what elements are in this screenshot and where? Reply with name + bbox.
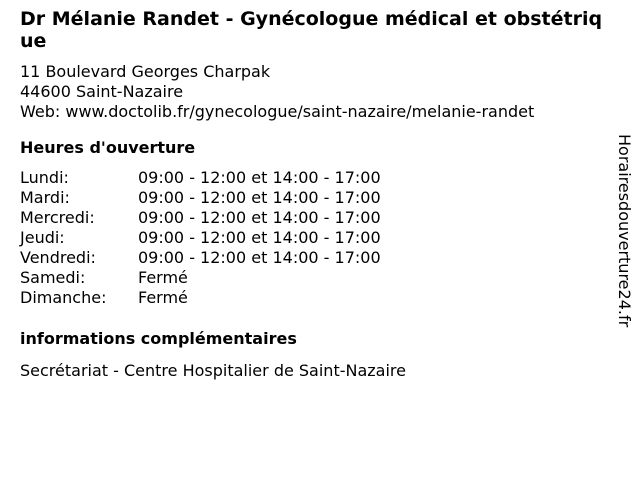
brand-watermark: Horairesdouverture24.fr xyxy=(615,134,634,328)
day-label: Mardi: xyxy=(20,188,70,207)
hours-row-saturday xyxy=(20,268,612,288)
address-block xyxy=(20,62,612,122)
day-hours: 09:00 - 12:00 et 14:00 - 17:00 xyxy=(138,248,381,267)
info-heading: informations complémentaires xyxy=(20,329,297,348)
postal-city: 44600 Saint-Nazaire xyxy=(20,82,184,101)
hours-row-tuesday xyxy=(20,188,612,208)
day-label: Dimanche: xyxy=(20,288,107,307)
day-hours: 09:00 - 12:00 et 14:00 - 17:00 xyxy=(138,188,381,207)
day-label: Vendredi: xyxy=(20,248,96,267)
day-label: Jeudi: xyxy=(20,228,65,247)
street-address: 11 Boulevard Georges Charpak xyxy=(20,62,271,81)
hours-row-wednesday xyxy=(20,208,612,228)
page-title: Dr Mélanie Randet - Gynécologue médical et obstétrique xyxy=(20,8,603,52)
listing-card xyxy=(20,8,612,381)
hours-row-friday xyxy=(20,248,612,268)
day-label: Mercredi: xyxy=(20,208,95,227)
hours-table xyxy=(20,168,612,308)
day-label: Samedi: xyxy=(20,268,86,287)
day-hours: 09:00 - 12:00 et 14:00 - 17:00 xyxy=(138,168,381,187)
website-line: Web: www.doctolib.fr/gynecologue/saint-nazaire/melanie-randet xyxy=(20,102,535,121)
info-text: Secrétariat - Centre Hospitalier de Saint-Nazaire xyxy=(20,361,406,380)
day-hours: 09:00 - 12:00 et 14:00 - 17:00 xyxy=(138,208,381,227)
hours-row-sunday xyxy=(20,288,612,308)
day-hours: 09:00 - 12:00 et 14:00 - 17:00 xyxy=(138,228,381,247)
day-label: Lundi: xyxy=(20,168,69,187)
hours-heading: Heures d'ouverture xyxy=(20,138,196,157)
day-hours: Fermé xyxy=(138,268,188,287)
day-hours: Fermé xyxy=(138,288,188,307)
hours-row-monday xyxy=(20,168,612,188)
hours-row-thursday xyxy=(20,228,612,248)
